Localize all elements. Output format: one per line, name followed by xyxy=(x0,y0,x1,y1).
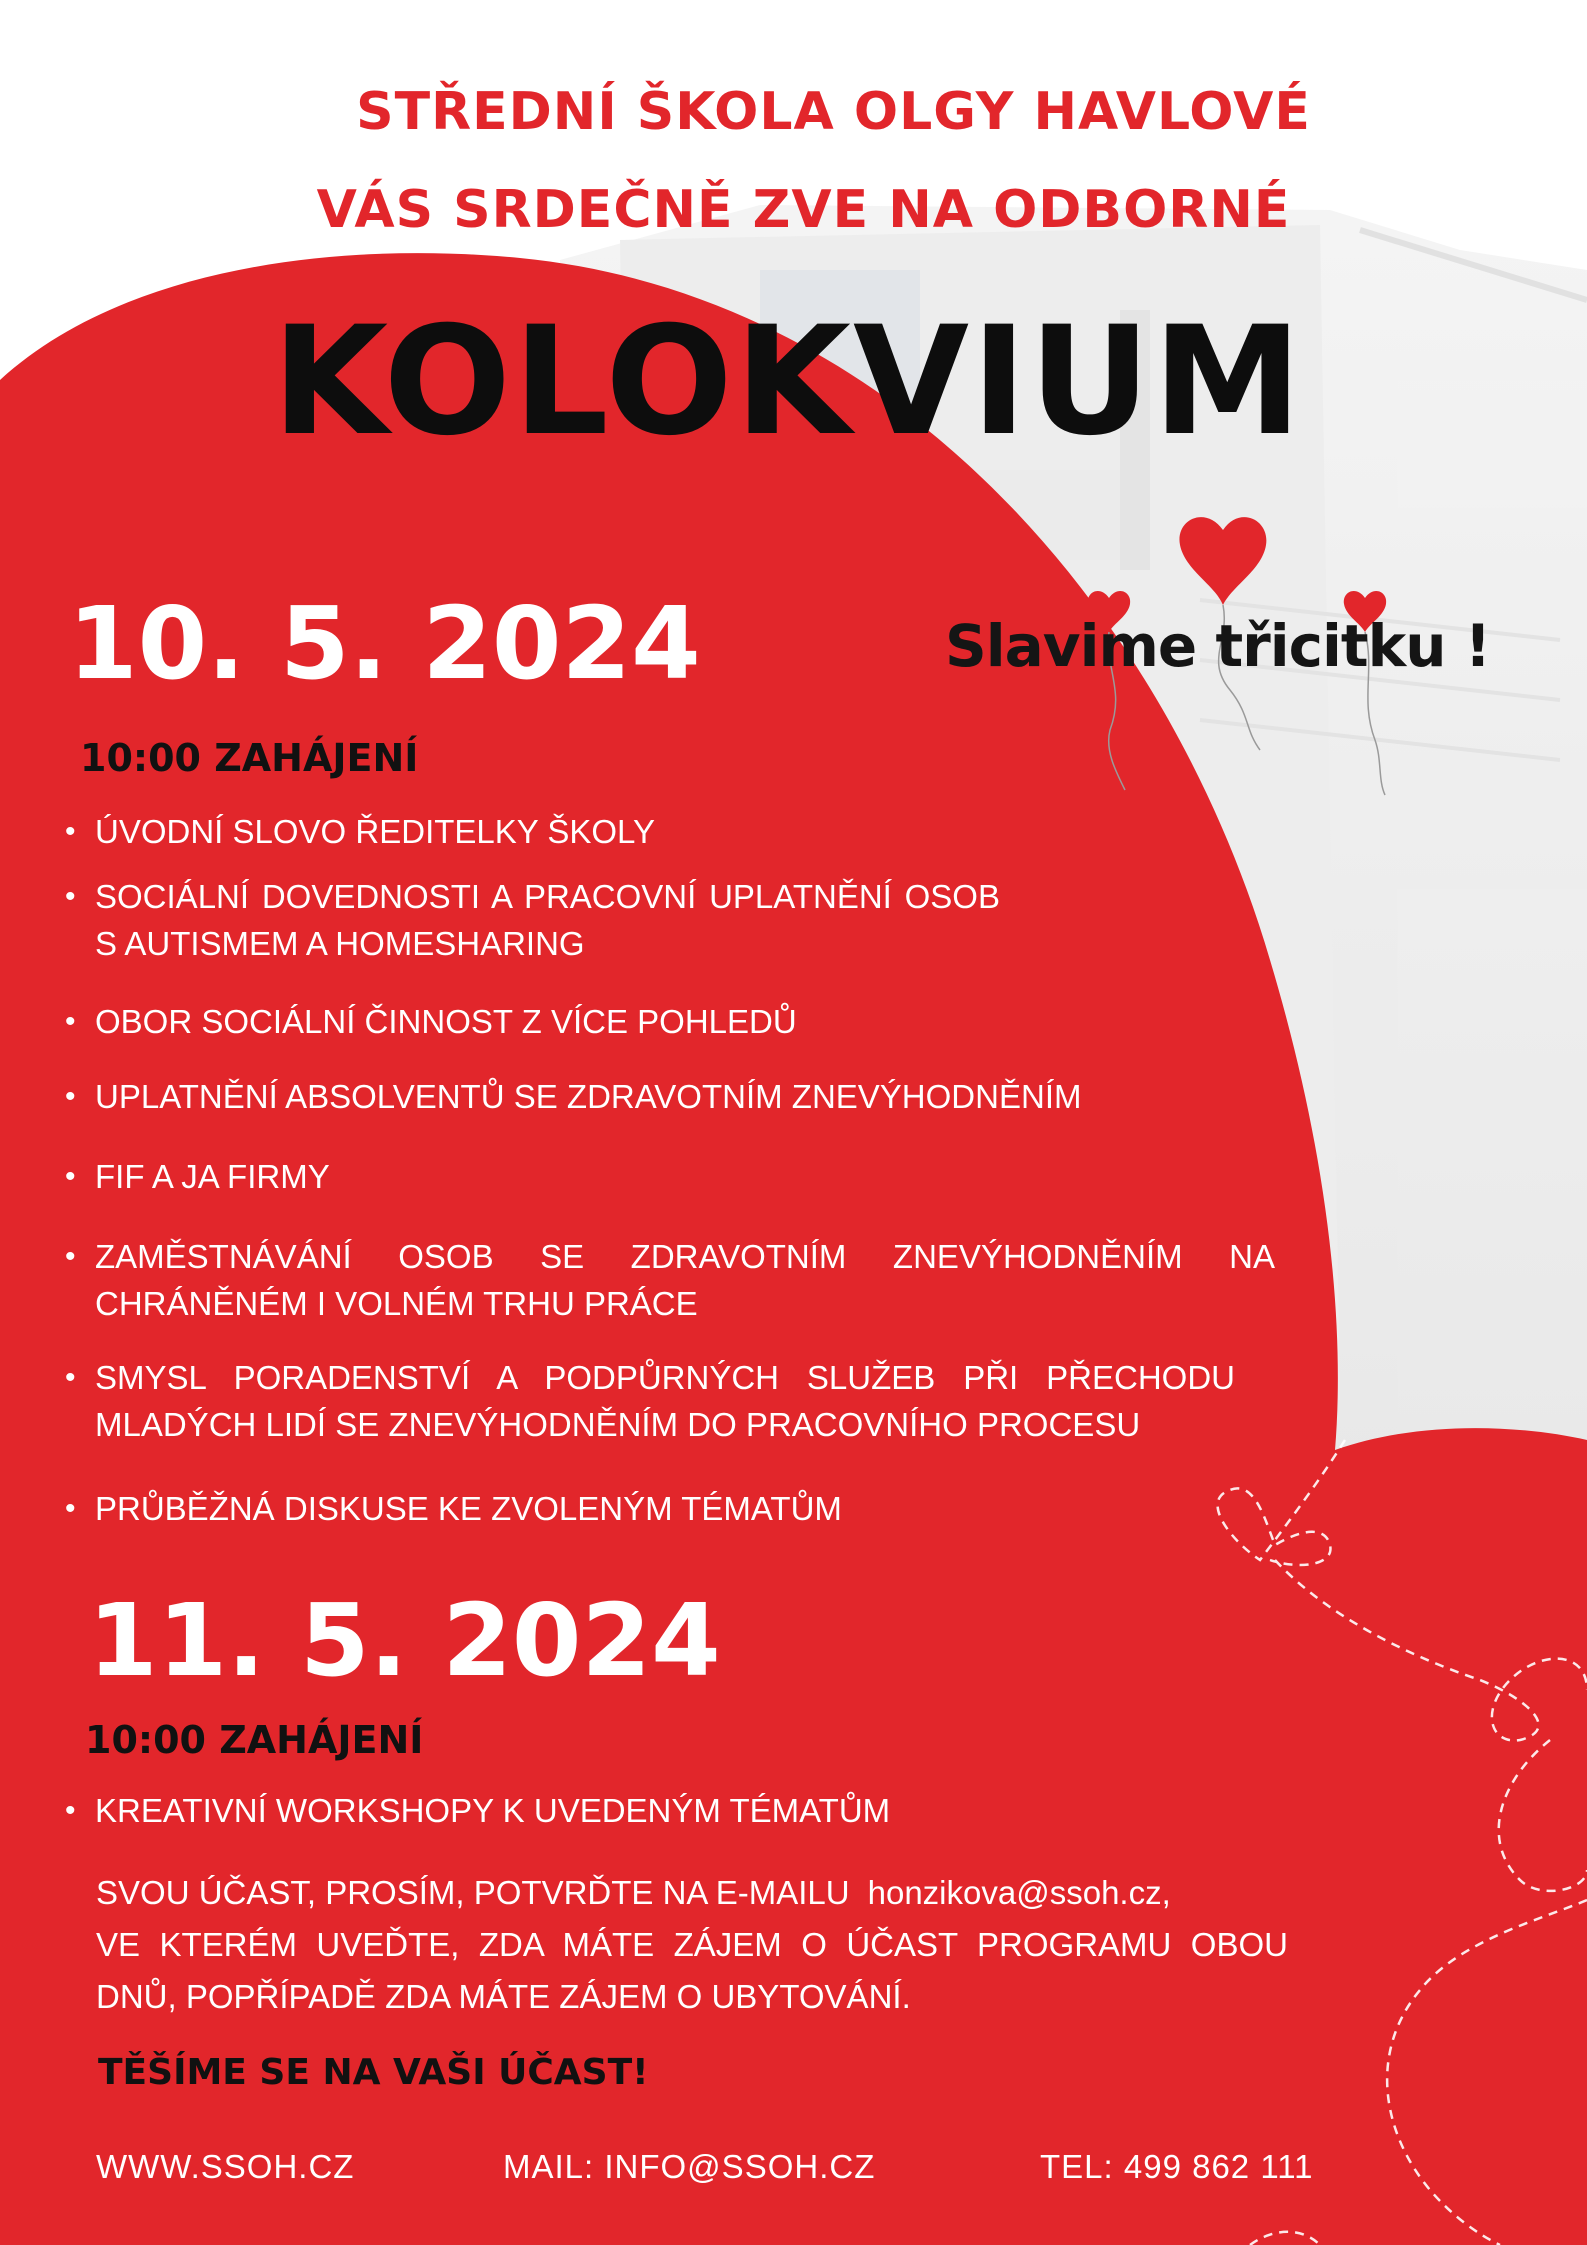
program-item: • FIF A JA FIRMY xyxy=(65,1153,1275,1200)
closing-text: TĚŠÍME SE NA VAŠI ÚČAST! xyxy=(98,2052,649,2093)
day2-start-time: 10:00 ZAHÁJENÍ xyxy=(85,1718,424,1762)
program-item: • KREATIVNÍ WORKSHOPY K UVEDENÝM TÉMATŮM xyxy=(65,1787,1275,1834)
program-item: • PRŮBĚŽNÁ DISKUSE KE ZVOLENÝM TÉMATŮM xyxy=(65,1485,1275,1532)
program-item: • SOCIÁLNÍ DOVEDNOSTI A PRACOVNÍ UPLATNĚNÍ OSOB S AUTISMEM A HOMESHARING xyxy=(65,873,1000,967)
rsvp-line-2: VE KTERÉM UVEĎTE, ZDA MÁTE ZÁJEM O ÚČAST PROGRAMU OBOU xyxy=(96,1926,1288,1963)
header-school-name: STŘEDNÍ ŠKOLA OLGY HAVLOVÉ xyxy=(356,82,1311,142)
header-invitation-line: VÁS SRDEČNĚ ZVE NA ODBORNÉ xyxy=(316,180,1291,240)
footer-mail-link[interactable]: MAIL: INFO@SSOH.CZ xyxy=(503,2148,876,2185)
program-item: • ZAMĚSTNÁVÁNÍ OSOB SE ZDRAVOTNÍM ZNEVÝHODNĚNÍM NA CHRÁNĚNÉM I VOLNÉM TRHU PRÁCE xyxy=(65,1233,1275,1327)
footer-phone: TEL: 499 862 111 xyxy=(1040,2148,1314,2185)
program-item: • OBOR SOCIÁLNÍ ČINNOST Z VÍCE POHLEDŮ xyxy=(65,998,1275,1045)
day2-date: 11. 5. 2024 xyxy=(88,1582,721,1699)
program-item: • SMYSL PORADENSTVÍ A PODPŮRNÝCH SLUŽEB PŘI PŘECHODU MLADÝCH LIDÍ SE ZNEVÝHODNĚNÍM DO PRACOVNÍHO PROCESU xyxy=(65,1354,1235,1448)
rsvp-line-1 xyxy=(96,1867,1171,1919)
anniversary-slogan: Slavime třicitku ! xyxy=(945,612,1491,680)
event-title: KOLOKVIUM xyxy=(272,295,1304,469)
day1-date: 10. 5. 2024 xyxy=(68,585,701,702)
program-item: • UPLATNĚNÍ ABSOLVENTŮ SE ZDRAVOTNÍM ZNEVÝHODNĚNÍM xyxy=(65,1073,1275,1120)
footer-website-link[interactable]: WWW.SSOH.CZ xyxy=(96,2148,355,2185)
rsvp-text: SVOU ÚČAST, PROSÍM, POTVRĎTE NA E-MAILU xyxy=(96,1874,850,1911)
rsvp-email-link[interactable]: honzikova@ssoh.cz, xyxy=(867,1874,1171,1911)
day2-program-list xyxy=(65,1787,1275,1834)
day1-program-list xyxy=(65,808,1275,1532)
program-item: • ÚVODNÍ SLOVO ŘEDITELKY ŠKOLY xyxy=(65,808,1275,855)
day1-start-time: 10:00 ZAHÁJENÍ xyxy=(80,736,419,780)
rsvp-line-3: DNŮ, POPŘÍPADĚ ZDA MÁTE ZÁJEM O UBYTOVÁNÍ. xyxy=(96,1978,911,2015)
